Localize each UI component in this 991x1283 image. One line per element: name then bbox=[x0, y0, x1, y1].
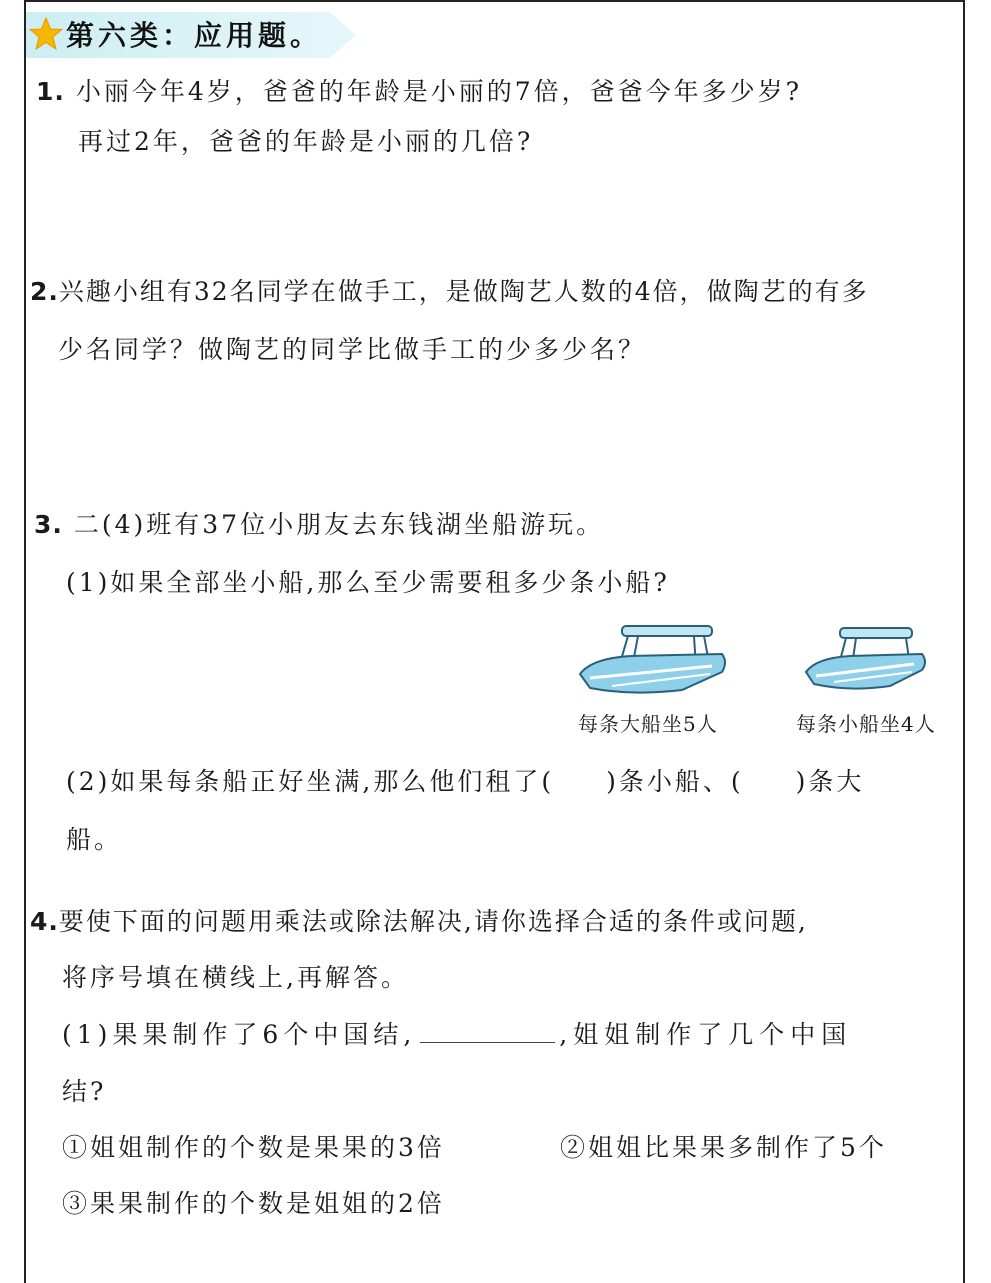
question-number: 4. bbox=[30, 907, 59, 936]
option-2: ②姐姐比果果多制作了5个 bbox=[560, 1133, 887, 1162]
part-1-text-b: ,姐姐制作了几个中国 bbox=[559, 1020, 853, 1049]
answer-blank-line[interactable] bbox=[420, 1024, 555, 1043]
question-4 bbox=[30, 902, 808, 938]
part-2-text-c: )条大 bbox=[795, 767, 865, 796]
question-1-line2: 再过2年，爸爸的年龄是小丽的几倍? bbox=[78, 127, 534, 156]
question-text: 二(4)班有37位小朋友去东钱湖坐船游玩。 bbox=[73, 510, 605, 539]
part-2-text-b: )条小船、( bbox=[606, 767, 744, 796]
question-number: 2. bbox=[30, 277, 59, 306]
question-number: 1. bbox=[36, 77, 65, 106]
question-text: 小丽今年4岁，爸爸的年龄是小丽的7倍，爸爸今年多少岁? bbox=[75, 77, 803, 106]
big-boat-illustration bbox=[572, 622, 732, 700]
question-text: 兴趣小组有32名同学在做手工，是做陶艺人数的4倍，做陶艺的有多 bbox=[58, 277, 869, 306]
question-4-part-1 bbox=[62, 1015, 852, 1051]
question-4-part-1-line2: 结? bbox=[62, 1077, 107, 1106]
question-3-part-2 bbox=[66, 762, 864, 798]
question-number: 3. bbox=[34, 510, 63, 539]
question-1 bbox=[36, 72, 802, 108]
question-2-line2: 少名同学？做陶艺的同学比做手工的少多少名？ bbox=[58, 335, 647, 364]
small-boat-caption: 每条小船坐4人 bbox=[796, 712, 936, 736]
question-2 bbox=[30, 272, 869, 308]
part-1-text-a: (1)果果制作了6个中国结, bbox=[62, 1020, 417, 1049]
section-title: 第六类：应用题。 bbox=[66, 19, 323, 52]
question-3-part-2-line2: 船。 bbox=[66, 825, 123, 854]
star-icon bbox=[28, 16, 64, 52]
question-3 bbox=[34, 505, 604, 541]
option-1: ①姐姐制作的个数是果果的3倍 bbox=[62, 1133, 445, 1162]
big-boat-caption: 每条大船坐5人 bbox=[578, 712, 718, 736]
small-boat-illustration bbox=[800, 624, 930, 696]
question-text: 要使下面的问题用乘法或除法解决,请你选择合适的条件或问题, bbox=[58, 907, 808, 936]
question-4-line2: 将序号填在横线上,再解答。 bbox=[62, 963, 409, 992]
option-3: ③果果制作的个数是姐姐的2倍 bbox=[62, 1189, 445, 1218]
part-2-text-a: (2)如果每条船正好坐满,那么他们租了( bbox=[66, 767, 555, 796]
question-3-part-1: (1)如果全部坐小船,那么至少需要租多少条小船? bbox=[66, 568, 670, 597]
